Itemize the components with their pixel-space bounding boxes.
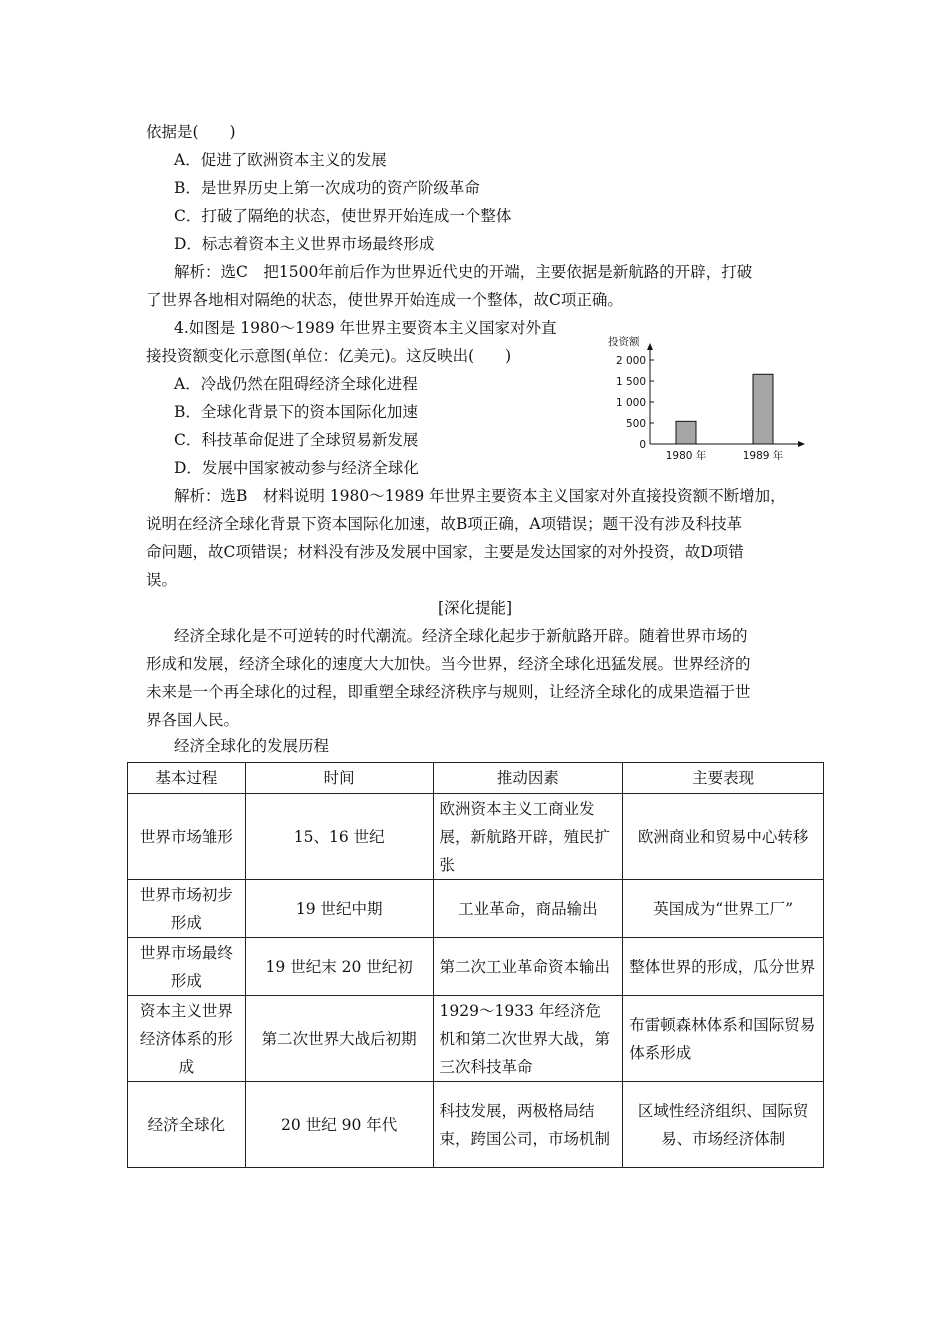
table-cell: 工业革命，商品输出	[433, 880, 623, 938]
question3-option-c: C．打破了隔绝的状态，使世界开始连成一个整体	[174, 207, 512, 225]
question3-analysis-line: 了世界各地相对隔绝的状态，使世界开始连成一个整体，故C项正确。	[146, 291, 623, 309]
table-cell: 世界市场最终形成	[128, 938, 246, 996]
question4-analysis-line: 命问题，故C项错误；材料没有涉及发展中国家，主要是发达国家的对外投资，故D项错	[146, 543, 744, 561]
question4-stem-line: 接投资额变化示意图(单位：亿美元)。这反映出( )	[146, 347, 512, 365]
table-cell: 世界市场初步形成	[128, 880, 246, 938]
table-header-cell: 主要表现	[623, 763, 824, 794]
bar	[676, 421, 696, 444]
deepen-paragraph-line: 经济全球化是不可逆转的时代潮流。经济全球化起步于新航路开辟。随着世界市场的	[174, 627, 748, 645]
table-cell: 欧洲商业和贸易中心转移	[623, 794, 824, 880]
table-cell: 经济全球化	[128, 1082, 246, 1168]
table-header-row	[128, 763, 824, 794]
question4-stem-line: 4.如图是 1980～1989 年世界主要资本主义国家对外直	[174, 319, 557, 337]
deepen-paragraph-line: 形成和发展，经济全球化的速度大大加快。当今世界，经济全球化迅猛发展。世界经济的	[146, 655, 751, 673]
question4-analysis-line: 误。	[146, 571, 178, 589]
table-cell: 第二次工业革命资本输出	[433, 938, 623, 996]
table-cell: 整体世界的形成，瓜分世界	[623, 938, 824, 996]
question3-option-b: B．是世界历史上第一次成功的资产阶级革命	[174, 179, 480, 197]
deepen-paragraph-line: 界各国人民。	[146, 711, 240, 729]
question4-option-a: A．冷战仍然在阻碍经济全球化进程	[174, 375, 418, 393]
deepen-paragraph-line: 未来是一个再全球化的过程，即重塑全球经济秩序与规则，让经济全球化的成果造福于世	[146, 683, 751, 701]
y-axis-arrow	[647, 343, 653, 350]
chart-svg	[598, 328, 818, 468]
question4-analysis-line: 说明在经济全球化背景下资本国际化加速，故B项正确，A项错误；题干没有涉及科技革	[146, 515, 743, 533]
table-cell: 第二次世界大战后初期	[245, 996, 433, 1082]
table-row	[128, 1082, 824, 1168]
table-row	[128, 938, 824, 996]
y-tick-label: 1 500	[615, 376, 646, 388]
table-cell: 19 世纪中期	[245, 880, 433, 938]
table-cell: 20 世纪 90 年代	[245, 1082, 433, 1168]
table-header-cell: 基本过程	[128, 763, 246, 794]
globalization-table	[127, 762, 824, 1168]
table-header-cell: 时间	[245, 763, 433, 794]
y-tick-label: 1 000	[615, 397, 646, 409]
y-tick-label: 2 000	[615, 355, 646, 367]
table-cell: 19 世纪末 20 世纪初	[245, 938, 433, 996]
question4-analysis-line: 解析：选B 材料说明 1980～1989 年世界主要资本主义国家对外直接投资额不断增加，	[174, 487, 786, 505]
table-cell: 科技发展，两极格局结束，跨国公司，市场机制	[433, 1082, 623, 1168]
question4-option-c: C．科技革命促进了全球贸易新发展	[174, 431, 419, 449]
question4-option-d: D．发展中国家被动参与经济全球化	[174, 459, 419, 477]
table-row	[128, 880, 824, 938]
table-row	[128, 996, 824, 1082]
table-cell: 资本主义世界经济体系的形成	[128, 996, 246, 1082]
x-axis-arrow	[798, 441, 805, 447]
table-cell: 英国成为“世界工厂”	[623, 880, 824, 938]
question3-option-a: A．促进了欧洲资本主义的发展	[174, 151, 387, 169]
table-row	[128, 794, 824, 880]
table-cell: 布雷顿森林体系和国际贸易体系形成	[623, 996, 824, 1082]
question3-stem-end: 依据是( )	[146, 123, 236, 141]
table-cell: 1929～1933 年经济危机和第二次世界大战，第三次科技革命	[433, 996, 623, 1082]
table-cell: 欧洲资本主义工商业发展，新航路开辟，殖民扩张	[433, 794, 623, 880]
x-tick-label: 1989 年	[742, 450, 784, 462]
section-heading: [深化提能]	[437, 599, 513, 617]
y-tick-label: 0	[639, 439, 646, 451]
table-header-cell: 推动因素	[433, 763, 623, 794]
y-axis-label: 投资额	[608, 336, 640, 348]
question4-option-b: B．全球化背景下的资本国际化加速	[174, 403, 418, 421]
table-cell: 区域性经济组织、国际贸易、市场经济体制	[623, 1082, 824, 1168]
question3-option-d: D．标志着资本主义世界市场最终形成	[174, 235, 435, 253]
table-cell: 世界市场雏形	[128, 794, 246, 880]
y-tick-label: 500	[625, 418, 646, 430]
table-cell: 15、16 世纪	[245, 794, 433, 880]
bar	[753, 374, 773, 444]
investment-bar-chart	[598, 328, 818, 468]
x-tick-label: 1980 年	[665, 450, 707, 462]
table-title: 经济全球化的发展历程	[174, 737, 330, 755]
question3-analysis-line: 解析：选C 把1500年前后作为世界近代史的开端，主要依据是新航路的开辟，打破	[174, 263, 753, 281]
